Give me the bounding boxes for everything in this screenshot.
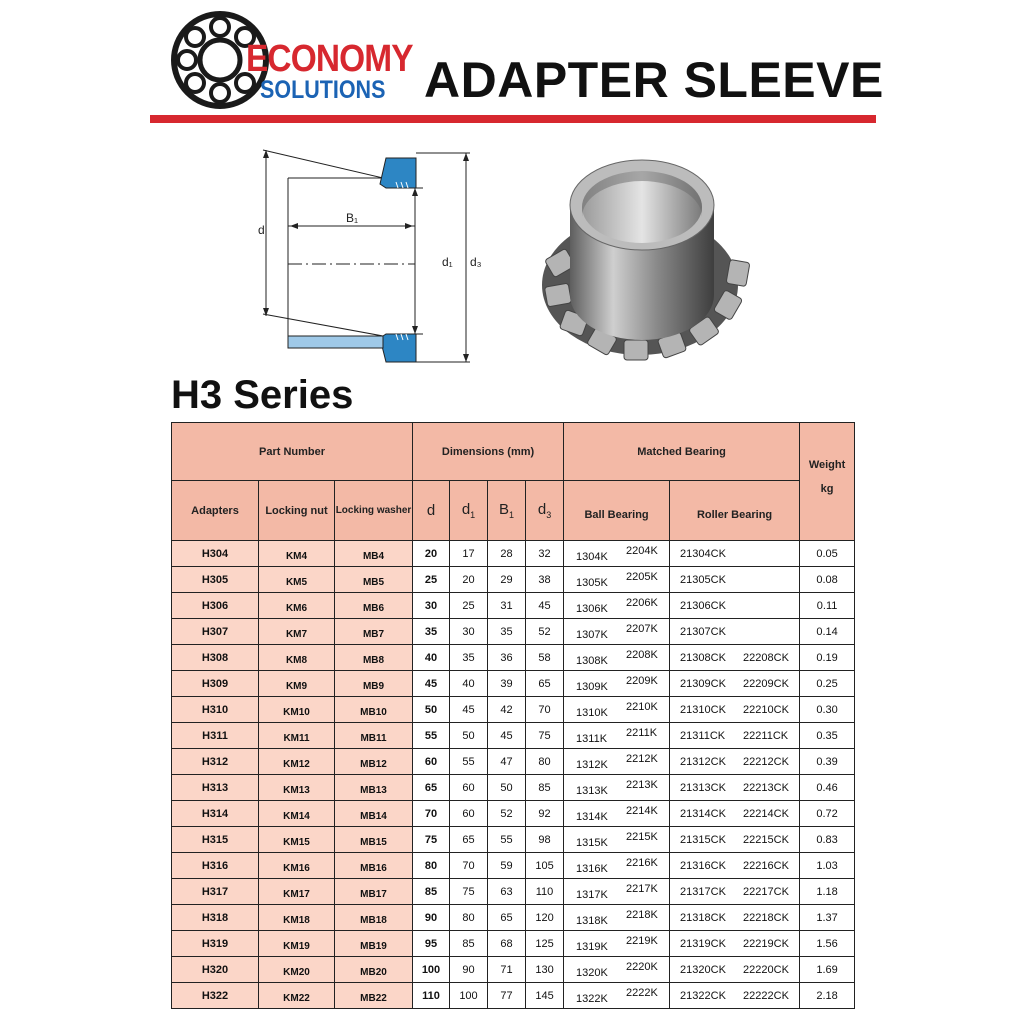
header-adapters: Adapters: [172, 481, 259, 541]
cell-roller-bearing: [670, 567, 800, 593]
page-title: ADAPTER SLEEVE: [424, 52, 884, 108]
cell-d1: 40: [450, 671, 488, 697]
cell-d1: 55: [450, 749, 488, 775]
cell-d: 100: [413, 957, 450, 983]
label-b1: B₁: [346, 211, 359, 225]
cell-weight: 0.35: [800, 723, 855, 749]
cell-d1: 30: [450, 619, 488, 645]
roller-bearing-2: 22210CK: [743, 703, 789, 716]
ball-bearing-1: 1307K: [576, 628, 608, 641]
cell-locking-nut: KM18: [259, 905, 335, 931]
header-d1: $d_1$: [450, 481, 488, 541]
ball-bearing-2: 2219K: [626, 934, 658, 947]
ball-bearing-1: 1318K: [576, 914, 608, 927]
cell-d1: 60: [450, 801, 488, 827]
cell-d3: 110: [526, 879, 564, 905]
logo-text-economy: ECONOMY: [246, 38, 413, 80]
cell-d3: 98: [526, 827, 564, 853]
cell-b1: 36: [488, 645, 526, 671]
label-d3: d₃: [470, 255, 482, 269]
roller-bearing-1: 21310CK: [680, 703, 726, 716]
cell-ball-bearing: [564, 931, 670, 957]
header-d3: $d_3$: [526, 481, 564, 541]
cell-b1: 55: [488, 827, 526, 853]
ball-bearing-2: 2208K: [626, 648, 658, 661]
cell-locking-nut: KM7: [259, 619, 335, 645]
ball-bearing-2: 2211K: [626, 726, 658, 739]
roller-bearing-2: 22208CK: [743, 651, 789, 664]
cell-b1: 45: [488, 723, 526, 749]
roller-bearing-1: 21316CK: [680, 859, 726, 872]
cell-locking-washer: MB13: [335, 775, 413, 801]
label-d1: d₁: [442, 255, 453, 269]
ball-bearing-1: 1311K: [576, 732, 608, 745]
cell-d: 60: [413, 749, 450, 775]
cell-d1: 50: [450, 723, 488, 749]
cell-d3: 85: [526, 775, 564, 801]
roller-bearing-1: 21315CK: [680, 833, 726, 846]
cell-adapter: H308: [172, 645, 259, 671]
table-row: [172, 983, 855, 1009]
ball-bearing-1: 1310K: [576, 706, 608, 719]
cell-b1: 71: [488, 957, 526, 983]
ball-bearing-1: 1313K: [576, 784, 608, 797]
cell-b1: 42: [488, 697, 526, 723]
cell-d: 90: [413, 905, 450, 931]
adapter-sleeve-photo: [540, 145, 760, 370]
series-heading: H3 Series: [171, 373, 354, 417]
cell-b1: 77: [488, 983, 526, 1009]
cell-adapter: H317: [172, 879, 259, 905]
cell-locking-nut: KM6: [259, 593, 335, 619]
table-row: [172, 775, 855, 801]
cell-locking-nut: KM16: [259, 853, 335, 879]
roller-bearing-1: 21317CK: [680, 885, 726, 898]
cell-weight: 0.11: [800, 593, 855, 619]
table-row: [172, 697, 855, 723]
cell-b1: 29: [488, 567, 526, 593]
ball-bearing-2: 2220K: [626, 960, 658, 973]
cell-locking-washer: MB11: [335, 723, 413, 749]
cell-ball-bearing: [564, 983, 670, 1009]
table-header-row-1: [172, 423, 855, 481]
cell-d1: 70: [450, 853, 488, 879]
cell-weight: 0.14: [800, 619, 855, 645]
cell-d1: 20: [450, 567, 488, 593]
cell-b1: 52: [488, 801, 526, 827]
cell-locking-nut: KM11: [259, 723, 335, 749]
cell-d: 35: [413, 619, 450, 645]
label-d: d: [258, 223, 265, 237]
table-row: [172, 541, 855, 567]
cell-adapter: H305: [172, 567, 259, 593]
ball-bearing-1: 1314K: [576, 810, 608, 823]
cell-b1: 50: [488, 775, 526, 801]
cell-d1: 80: [450, 905, 488, 931]
cell-locking-nut: KM4: [259, 541, 335, 567]
roller-bearing-1: 21312CK: [680, 755, 726, 768]
cell-b1: 35: [488, 619, 526, 645]
cell-locking-nut: KM19: [259, 931, 335, 957]
table-row: [172, 723, 855, 749]
cell-locking-washer: MB6: [335, 593, 413, 619]
cell-adapter: H304: [172, 541, 259, 567]
header-ball-bearing: Ball Bearing: [564, 481, 670, 541]
cell-adapter: H310: [172, 697, 259, 723]
cell-locking-nut: KM22: [259, 983, 335, 1009]
cell-d3: 125: [526, 931, 564, 957]
cell-d: 75: [413, 827, 450, 853]
ball-bearing-2: 2218K: [626, 908, 658, 921]
cell-roller-bearing: [670, 775, 800, 801]
cell-d: 20: [413, 541, 450, 567]
cell-roller-bearing: [670, 957, 800, 983]
cell-locking-nut: KM5: [259, 567, 335, 593]
brand-logo: [170, 10, 413, 110]
cell-locking-nut: KM8: [259, 645, 335, 671]
cell-b1: 31: [488, 593, 526, 619]
roller-bearing-2: 22209CK: [743, 677, 789, 690]
cell-ball-bearing: [564, 957, 670, 983]
cell-ball-bearing: [564, 775, 670, 801]
roller-bearing-2: 22216CK: [743, 859, 789, 872]
roller-bearing-2: 22219CK: [743, 937, 789, 950]
cell-locking-washer: MB19: [335, 931, 413, 957]
cell-weight: 2.18: [800, 983, 855, 1009]
cell-weight: 0.39: [800, 749, 855, 775]
ball-bearing-1: 1306K: [576, 602, 608, 615]
cell-ball-bearing: [564, 879, 670, 905]
cell-locking-washer: MB18: [335, 905, 413, 931]
ball-bearing-2: 2222K: [626, 986, 658, 999]
cell-d3: 32: [526, 541, 564, 567]
cell-roller-bearing: [670, 827, 800, 853]
cell-d1: 45: [450, 697, 488, 723]
table-row: [172, 827, 855, 853]
cell-weight: 0.25: [800, 671, 855, 697]
cell-d1: 100: [450, 983, 488, 1009]
cell-roller-bearing: [670, 749, 800, 775]
cell-weight: 0.05: [800, 541, 855, 567]
cell-d1: 25: [450, 593, 488, 619]
cell-adapter: H309: [172, 671, 259, 697]
cell-d1: 35: [450, 645, 488, 671]
ball-bearing-1: 1312K: [576, 758, 608, 771]
cell-weight: 1.37: [800, 905, 855, 931]
cell-d1: 75: [450, 879, 488, 905]
cell-adapter: H313: [172, 775, 259, 801]
cell-ball-bearing: [564, 853, 670, 879]
cell-weight: 1.56: [800, 931, 855, 957]
ball-bearing-1: 1309K: [576, 680, 608, 693]
roller-bearing-2: 22217CK: [743, 885, 789, 898]
cell-d3: 92: [526, 801, 564, 827]
cell-weight: 0.19: [800, 645, 855, 671]
spec-table: [171, 422, 855, 1009]
cell-locking-nut: KM14: [259, 801, 335, 827]
logo-text-solutions: SOLUTIONS: [260, 76, 386, 104]
roller-bearing-1: 21313CK: [680, 781, 726, 794]
table-row: [172, 853, 855, 879]
table-row: [172, 749, 855, 775]
cell-roller-bearing: [670, 983, 800, 1009]
header-roller-bearing: Roller Bearing: [670, 481, 800, 541]
cell-d3: 105: [526, 853, 564, 879]
table-row: [172, 931, 855, 957]
roller-bearing-1: 21322CK: [680, 989, 726, 1002]
roller-bearing-1: 21311CK: [680, 729, 726, 742]
header-weight-unit: kg: [820, 483, 834, 495]
roller-bearing-2: 22214CK: [743, 807, 789, 820]
header-matched-bearing: Matched Bearing: [564, 423, 800, 481]
cell-adapter: H316: [172, 853, 259, 879]
ball-bearing-2: 2217K: [626, 882, 658, 895]
cell-locking-washer: MB9: [335, 671, 413, 697]
cell-locking-washer: MB22: [335, 983, 413, 1009]
header-part-number: Part Number: [172, 423, 413, 481]
cell-d1: 65: [450, 827, 488, 853]
cell-roller-bearing: [670, 905, 800, 931]
ball-bearing-2: 2212K: [626, 752, 658, 765]
ball-bearing-2: 2205K: [626, 570, 658, 583]
ball-bearing-1: 1304K: [576, 550, 608, 563]
roller-bearing-2: 22222CK: [743, 989, 789, 1002]
cell-weight: 1.18: [800, 879, 855, 905]
cell-roller-bearing: [670, 593, 800, 619]
cell-ball-bearing: [564, 801, 670, 827]
cell-b1: 65: [488, 905, 526, 931]
table-row: [172, 801, 855, 827]
ball-bearing-2: 2210K: [626, 700, 658, 713]
cell-d3: 70: [526, 697, 564, 723]
roller-bearing-1: 21305CK: [680, 573, 726, 586]
cell-adapter: H320: [172, 957, 259, 983]
cell-roller-bearing: [670, 879, 800, 905]
cell-b1: 59: [488, 853, 526, 879]
ball-bearing-1: 1322K: [576, 992, 608, 1005]
cell-d1: 17: [450, 541, 488, 567]
table-row: [172, 619, 855, 645]
ball-bearing-2: 2204K: [626, 544, 658, 557]
header-dimensions: Dimensions (mm): [413, 423, 564, 481]
cell-d3: 130: [526, 957, 564, 983]
roller-bearing-2: 22211CK: [743, 729, 789, 742]
cell-locking-washer: MB7: [335, 619, 413, 645]
cell-ball-bearing: [564, 593, 670, 619]
cell-roller-bearing: [670, 723, 800, 749]
header-b1: $B_1$: [488, 481, 526, 541]
cell-d3: 65: [526, 671, 564, 697]
cell-locking-washer: MB8: [335, 645, 413, 671]
roller-bearing-2: 22218CK: [743, 911, 789, 924]
cell-b1: 39: [488, 671, 526, 697]
roller-bearing-1: 21304CK: [680, 547, 726, 560]
table-row: [172, 645, 855, 671]
header-weight: [800, 423, 855, 541]
sleeve-cross-section-diagram: [258, 148, 493, 380]
cell-weight: 1.03: [800, 853, 855, 879]
roller-bearing-1: 21309CK: [680, 677, 726, 690]
cell-adapter: H315: [172, 827, 259, 853]
cell-roller-bearing: [670, 931, 800, 957]
ball-bearing-1: 1319K: [576, 940, 608, 953]
cell-weight: 0.08: [800, 567, 855, 593]
cell-roller-bearing: [670, 645, 800, 671]
cell-ball-bearing: [564, 723, 670, 749]
title-divider: [150, 115, 876, 123]
cell-adapter: H311: [172, 723, 259, 749]
cell-b1: 47: [488, 749, 526, 775]
cell-locking-washer: MB17: [335, 879, 413, 905]
roller-bearing-1: 21318CK: [680, 911, 726, 924]
cell-locking-nut: KM13: [259, 775, 335, 801]
cell-weight: 0.30: [800, 697, 855, 723]
table-row: [172, 567, 855, 593]
cell-weight: 0.72: [800, 801, 855, 827]
table-row: [172, 879, 855, 905]
roller-bearing-1: 21307CK: [680, 625, 726, 638]
cell-ball-bearing: [564, 905, 670, 931]
cell-ball-bearing: [564, 619, 670, 645]
cell-roller-bearing: [670, 541, 800, 567]
cell-locking-nut: KM20: [259, 957, 335, 983]
ball-bearing-2: 2214K: [626, 804, 658, 817]
cell-adapter: H306: [172, 593, 259, 619]
cell-d: 50: [413, 697, 450, 723]
cell-d1: 90: [450, 957, 488, 983]
cell-d: 70: [413, 801, 450, 827]
cell-d: 45: [413, 671, 450, 697]
cell-locking-washer: MB10: [335, 697, 413, 723]
cell-d1: 85: [450, 931, 488, 957]
cell-d1: 60: [450, 775, 488, 801]
cell-ball-bearing: [564, 749, 670, 775]
cell-d3: 52: [526, 619, 564, 645]
table-row: [172, 593, 855, 619]
table-row: [172, 957, 855, 983]
cell-locking-washer: MB5: [335, 567, 413, 593]
cell-roller-bearing: [670, 671, 800, 697]
cell-d: 55: [413, 723, 450, 749]
cell-roller-bearing: [670, 697, 800, 723]
ball-bearing-2: 2216K: [626, 856, 658, 869]
cell-ball-bearing: [564, 827, 670, 853]
roller-bearing-1: 21308CK: [680, 651, 726, 664]
table-header-row-2: [172, 481, 855, 541]
ball-bearing-2: 2213K: [626, 778, 658, 791]
table-row: [172, 905, 855, 931]
roller-bearing-1: 21306CK: [680, 599, 726, 612]
header-locking-washer: Locking washer: [335, 481, 413, 541]
cell-locking-washer: MB12: [335, 749, 413, 775]
ball-bearing-1: 1315K: [576, 836, 608, 849]
roller-bearing-2: 22213CK: [743, 781, 789, 794]
cell-d3: 75: [526, 723, 564, 749]
cell-d3: 38: [526, 567, 564, 593]
header-d: d: [413, 481, 450, 541]
cell-roller-bearing: [670, 619, 800, 645]
table-row: [172, 671, 855, 697]
roller-bearing-1: 21314CK: [680, 807, 726, 820]
cell-locking-nut: KM9: [259, 671, 335, 697]
cell-adapter: H319: [172, 931, 259, 957]
ball-bearing-1: 1317K: [576, 888, 608, 901]
cell-locking-washer: MB16: [335, 853, 413, 879]
cell-locking-nut: KM12: [259, 749, 335, 775]
cell-d: 40: [413, 645, 450, 671]
cell-locking-washer: MB20: [335, 957, 413, 983]
cell-weight: 1.69: [800, 957, 855, 983]
cell-d3: 45: [526, 593, 564, 619]
header-weight-label: Weight: [808, 459, 846, 471]
cell-d: 30: [413, 593, 450, 619]
cell-d: 25: [413, 567, 450, 593]
cell-locking-nut: KM10: [259, 697, 335, 723]
cell-ball-bearing: [564, 541, 670, 567]
cell-b1: 68: [488, 931, 526, 957]
cell-roller-bearing: [670, 853, 800, 879]
cell-adapter: H312: [172, 749, 259, 775]
cell-d3: 145: [526, 983, 564, 1009]
cell-locking-washer: MB4: [335, 541, 413, 567]
ball-bearing-1: 1308K: [576, 654, 608, 667]
cell-locking-nut: KM15: [259, 827, 335, 853]
roller-bearing-2: 22215CK: [743, 833, 789, 846]
cell-b1: 28: [488, 541, 526, 567]
cell-roller-bearing: [670, 801, 800, 827]
roller-bearing-2: 22220CK: [743, 963, 789, 976]
cell-d3: 58: [526, 645, 564, 671]
cell-d: 80: [413, 853, 450, 879]
roller-bearing-2: 22212CK: [743, 755, 789, 768]
ball-bearing-2: 2215K: [626, 830, 658, 843]
header-locking-nut: Locking nut: [259, 481, 335, 541]
cell-locking-washer: MB14: [335, 801, 413, 827]
cell-d3: 120: [526, 905, 564, 931]
cell-weight: 0.83: [800, 827, 855, 853]
cell-locking-washer: MB15: [335, 827, 413, 853]
cell-locking-nut: KM17: [259, 879, 335, 905]
cell-d: 85: [413, 879, 450, 905]
cell-b1: 63: [488, 879, 526, 905]
cell-ball-bearing: [564, 671, 670, 697]
cell-ball-bearing: [564, 567, 670, 593]
cell-weight: 0.46: [800, 775, 855, 801]
cell-d: 110: [413, 983, 450, 1009]
ball-bearing-2: 2207K: [626, 622, 658, 635]
ball-bearing-2: 2209K: [626, 674, 658, 687]
roller-bearing-1: 21319CK: [680, 937, 726, 950]
ball-bearing-1: 1316K: [576, 862, 608, 875]
cell-ball-bearing: [564, 697, 670, 723]
cell-adapter: H318: [172, 905, 259, 931]
ball-bearing-2: 2206K: [626, 596, 658, 609]
cell-ball-bearing: [564, 645, 670, 671]
cell-d: 95: [413, 931, 450, 957]
cell-adapter: H307: [172, 619, 259, 645]
cell-d3: 80: [526, 749, 564, 775]
ball-bearing-1: 1320K: [576, 966, 608, 979]
ball-bearing-1: 1305K: [576, 576, 608, 589]
roller-bearing-1: 21320CK: [680, 963, 726, 976]
cell-adapter: H322: [172, 983, 259, 1009]
cell-d: 65: [413, 775, 450, 801]
cell-adapter: H314: [172, 801, 259, 827]
